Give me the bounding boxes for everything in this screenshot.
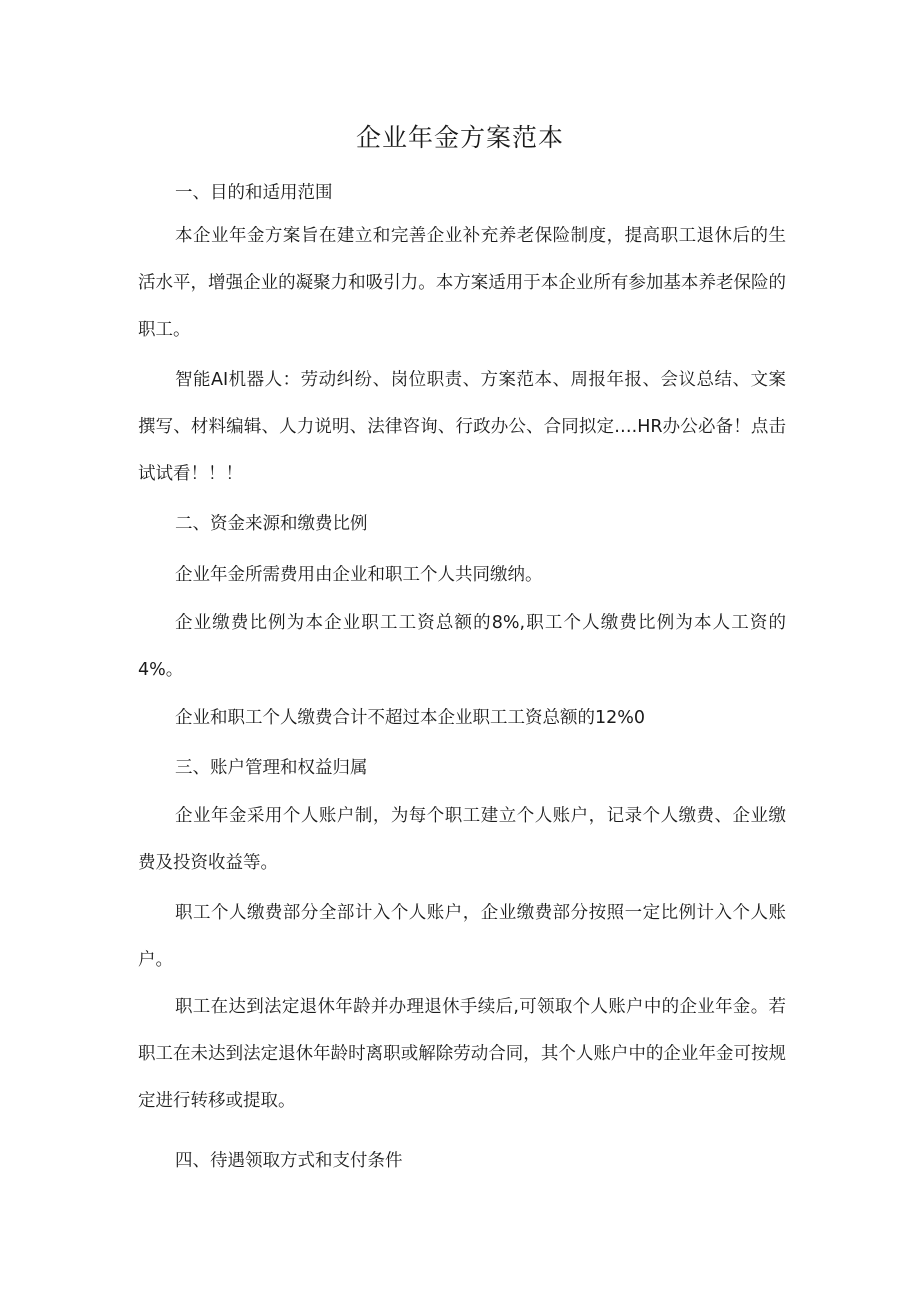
paragraph-account-allocation: 职工个人缴费部分全部计入个人账户，企业缴费部分按照一定比例计入个人账户。 [138, 903, 786, 970]
section-heading-1: 一、目的和适用范围 [175, 183, 333, 203]
paragraph-contribution-rates: 企业缴费比例为本企业职工工资总额的8%,职工个人缴费比例为本人工资的4%。 [138, 613, 786, 680]
section-heading-4: 四、待遇领取方式和支付条件 [175, 1151, 403, 1171]
section-heading-2: 二、资金来源和缴费比例 [175, 514, 368, 534]
paragraph-contribution-cap: 企业和职工个人缴费合计不超过本企业职工工资总额的12%0 [175, 708, 646, 728]
paragraph-purpose: 本企业年金方案旨在建立和完善企业补充养老保险制度，提高职工退休后的生活水平，增强企业的凝聚力和吸引力。本方案适用于本企业所有参加基本养老保险的职工。 [138, 226, 786, 340]
document-title: 企业年金方案范本 [355, 123, 564, 152]
paragraph-ai-promo: 智能AI机器人：劳动纠纷、岗位职责、方案范本、周报年报、会议总结、文案撰写、材料编辑、人力说明、法律咨询、行政办公、合同拟定….HR办公必备！点击试试看！！！ [138, 370, 786, 484]
section-heading-3: 三、账户管理和权益归属 [175, 758, 368, 778]
paragraph-funding-source: 企业年金所需费用由企业和职工个人共同缴纳。 [175, 565, 543, 585]
paragraph-personal-account: 企业年金采用个人账户制，为每个职工建立个人账户，记录个人缴费、企业缴费及投资收益等。 [138, 806, 786, 873]
paragraph-benefit-entitlement: 职工在达到法定退休年龄并办理退休手续后,可领取个人账户中的企业年金。若职工在未达到法定退休年龄时离职或解除劳动合同，其个人账户中的企业年金可按规定进行转移或提取。 [138, 997, 786, 1111]
